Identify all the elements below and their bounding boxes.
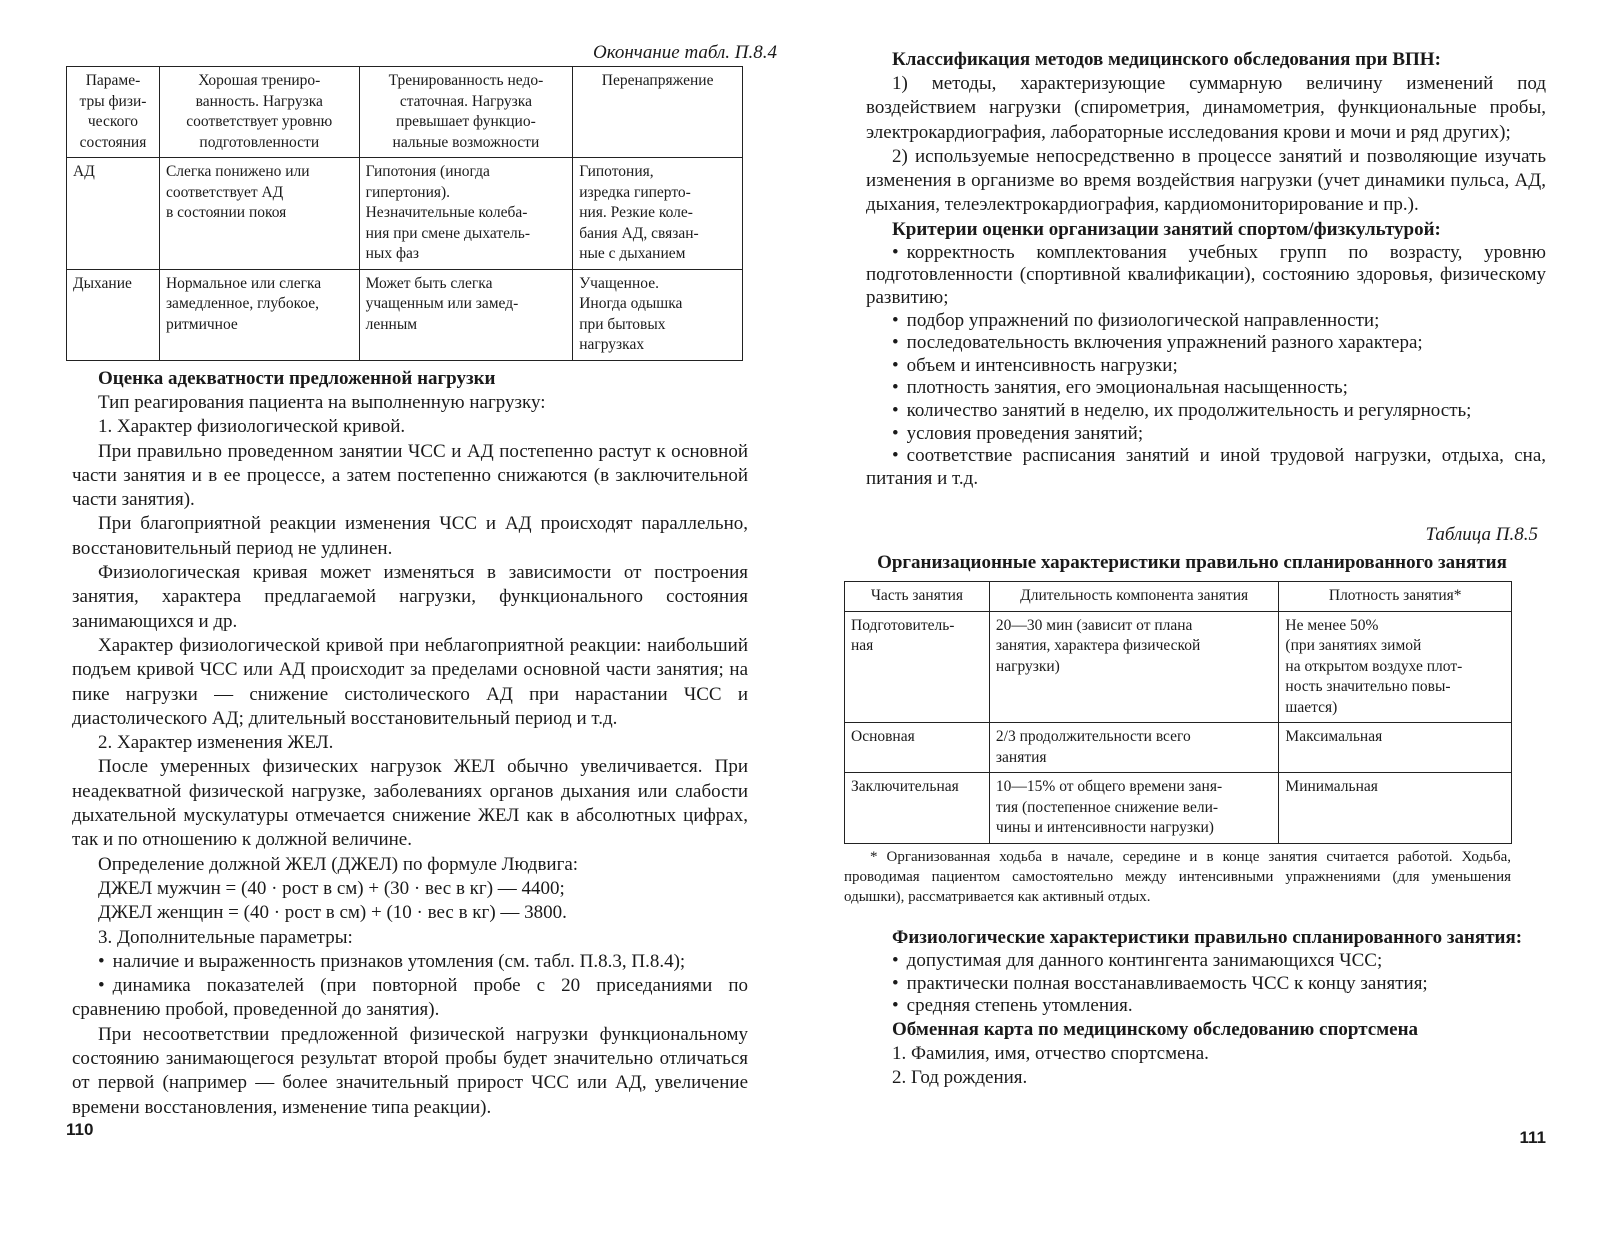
- table-p84-grid: [66, 66, 743, 361]
- table-p85: [844, 581, 1512, 844]
- list-item: • подбор упражнений по физиологической направленности;: [866, 310, 1546, 333]
- paragraph: При несоответствии предложенной физической нагрузки функциональному состоянию занимающегося результат второй пробы будет значительно отличаться от первой (например — более значительный прирост ЧСС или АД, увеличение времени восстановления, изменение типа реакции).: [72, 1023, 748, 1118]
- table-p85-grid: [844, 581, 1512, 844]
- additional-params-list: [72, 950, 748, 1023]
- table-cell: Может быть слегка учащенным или замед- ленным: [359, 269, 573, 360]
- section-heading: Классификация методов медицинского обследования при ВПН:: [892, 49, 1441, 70]
- formula-men: ДЖЕЛ мужчин = (40 · рост в см) + (30 · вес в кг) — 4400;: [98, 877, 565, 899]
- table-p84: [66, 66, 743, 361]
- list-item: • объем и интенсивность нагрузки;: [866, 355, 1546, 378]
- list-item: • допустимая для данного контингента занимающихся ЧСС;: [866, 950, 1546, 973]
- table-header-cell: Параме- тры физи- ческого состояния: [67, 67, 160, 158]
- list-item: • корректность комплектования учебных групп по возрасту, уровню подготовленности (спортивной квалификации), состоянию здоровья, физическому развитию;: [866, 242, 1546, 310]
- right-top: [866, 48, 1546, 490]
- page-number-left: 110: [66, 1120, 94, 1139]
- left-page: [66, 0, 777, 1245]
- table-label: Таблица П.8.5: [1425, 524, 1538, 545]
- numbered-item: 1. Фамилия, имя, отчество спортсмена.: [892, 1042, 1209, 1064]
- paragraph: Определение должной ЖЕЛ (ДЖЕЛ) по формуле Людвига:: [98, 853, 579, 875]
- table-header-cell: Перенапряжение: [573, 67, 743, 158]
- right-bottom: [866, 926, 1546, 1090]
- numbered-item: 2. Год рождения.: [892, 1067, 1028, 1089]
- paragraph: 2. Характер изменения ЖЕЛ.: [98, 732, 334, 754]
- paragraph: 3. Дополнительные параметры:: [98, 926, 353, 948]
- section-heading: Обменная карта по медицинскому обследованию спортсмена: [892, 1018, 1419, 1040]
- table-header-cell: Хорошая трениро- ванность. Нагрузка соответствует уровню подготовленности: [159, 67, 359, 158]
- paragraph: 2) используемые непосредственно в процессе занятий и позволяющие изучать изменения в организме во время воздействия нагрузки (учет динамики пульса, АД, дыхания, телеэлектрокардиография, кардиомониторирование и пр.).: [866, 145, 1546, 216]
- section-heading: Оценка адекватности предложенной нагрузки: [98, 368, 496, 389]
- paragraph: Характер физиологической кривой при неблагоприятной реакции: наибольший подъем кривой ЧСС или АД происходит за пределами основной части занятия; на пике нагрузки — снижение систолического АД при нарастании ЧСС и диастолического АД; длительный восстановительный период и т.д.: [72, 634, 748, 729]
- table-cell: Основная: [845, 723, 990, 773]
- list-item: • количество занятий в неделю, их продолжительность и регулярность;: [866, 400, 1546, 423]
- table-cell: Не менее 50% (при занятиях зимой на открытом воздухе плот- ность значительно повы- шается): [1279, 611, 1512, 723]
- table-row: [845, 773, 1512, 844]
- formula-women: ДЖЕЛ женщин = (40 · рост в см) + (10 · вес в кг) — 3800.: [98, 902, 567, 924]
- page-number-right: 111: [1519, 1128, 1546, 1147]
- table-cell: 20—30 мин (зависит от плана занятия, характера физической нагрузки): [989, 611, 1279, 723]
- section-heading: Физиологические характеристики правильно спланированного занятия:: [892, 927, 1523, 948]
- list-item: • последовательность включения упражнений разного характера;: [866, 332, 1546, 355]
- table-cell: Нормальное или слегка замедленное, глубокое, ритмичное: [159, 269, 359, 360]
- paragraph: 1) методы, характеризующие суммарную величину изменений под воздействием нагрузки (спирометрия, динамометрия, функциональные пробы, электрокардиография, лабораторные исследования крови и мочи и ряд других);: [866, 73, 1546, 143]
- table-header-cell: Длительность компонента занятия: [989, 582, 1279, 612]
- list-item: • условия проведения занятий;: [866, 423, 1546, 446]
- paragraph: При правильно проведенном занятии ЧСС и АД постепенно растут к основной части занятия и в ее процессе, а затем постепенно снижаются (в заключительной части занятия).: [72, 440, 748, 511]
- table-title: Организационные характеристики правильно спланированного занятия: [877, 552, 1507, 573]
- table-cell: 10—15% от общего времени заня- тия (постепенное снижение вели- чины и интенсивности нагрузки): [989, 773, 1279, 844]
- table-header-cell: Часть занятия: [845, 582, 990, 612]
- table-cell: Гипотония, изредка гиперто- ния. Резкие коле- бания АД, связан- ные с дыханием: [573, 158, 743, 270]
- table-cell: Слегка понижено или соответствует АД в состоянии покоя: [159, 158, 359, 270]
- table-row: [845, 723, 1512, 773]
- table-row: [67, 158, 743, 270]
- table-continuation-caption: Окончание табл. П.8.4: [592, 42, 777, 63]
- list-item: • практически полная восстанавливаемость ЧСС к концу занятия;: [866, 973, 1546, 996]
- table-row: [845, 611, 1512, 723]
- table-cell: Гипотония (иногда гипертония). Незначительные колеба- ния при смене дыхатель- ных фаз: [359, 158, 573, 270]
- table-cell: Заключительная: [845, 773, 990, 844]
- paragraph: Физиологическая кривая может изменяться в зависимости от построения занятия, характера предлагаемой нагрузки, функционального состояния занимающихся и др.: [72, 562, 748, 632]
- paragraph: 1. Характер физиологической кривой.: [98, 416, 406, 438]
- table-cell: Дыхание: [67, 269, 160, 360]
- table-header-row: [845, 582, 1512, 612]
- left-body: [72, 367, 748, 1120]
- table-row: [67, 269, 743, 360]
- list-item: • плотность занятия, его эмоциональная насыщенность;: [866, 377, 1546, 400]
- table-cell: АД: [67, 158, 160, 270]
- list-item: • средняя степень утомления.: [866, 995, 1546, 1018]
- table-cell: Учащенное. Иногда одышка при бытовых нагрузках: [573, 269, 743, 360]
- paragraph: Тип реагирования пациента на выполненную нагрузку:: [98, 392, 546, 413]
- table-cell: Минимальная: [1279, 773, 1512, 844]
- right-page: [844, 0, 1546, 1245]
- criteria-list: [866, 242, 1546, 491]
- table-header-cell: Плотность занятия*: [1279, 582, 1512, 612]
- table-cell: 2/3 продолжительности всего занятия: [989, 723, 1279, 773]
- table-header-cell: Тренированность недо- статочная. Нагрузка превышает функцио- нальные возможности: [359, 67, 573, 158]
- table-cell: Подготовитель- ная: [845, 611, 990, 723]
- paragraph: При благоприятной реакции изменения ЧСС и АД происходят параллельно, восстановительный период не удлинен.: [72, 513, 748, 559]
- list-item: • наличие и выраженность признаков утомления (см. табл. П.8.3, П.8.4);: [72, 950, 748, 974]
- list-item: • динамика показателей (при повторной пробе с 20 приседаниями по сравнению пробой, проведенной до занятия).: [72, 974, 748, 1023]
- section-heading: Критерии оценки организации занятий спортом/физкультурой:: [892, 218, 1441, 240]
- paragraph: После умеренных физических нагрузок ЖЕЛ обычно увеличивается. При неадекватной физической нагрузке, заболеваниях органов дыхания или слабости дыхательной мускулатуры отмечается снижение ЖЕЛ как в абсолютных цифрах, так и по отношению к должной величине.: [72, 756, 748, 851]
- table-cell: Максимальная: [1279, 723, 1512, 773]
- table-header-row: [67, 67, 743, 158]
- physio-list: [866, 950, 1546, 1018]
- table-footnote: * Организованная ходьба в начале, середине и в конце занятия считается работой. Ходьба, проводимая пациентом самостоятельно между интенсивными упражнениями (для уменьшения одышки), рассматривается как активный отдых.: [844, 849, 1511, 905]
- list-item: • соответствие расписания занятий и иной трудовой нагрузки, отдыха, сна, питания и т.д.: [866, 445, 1546, 490]
